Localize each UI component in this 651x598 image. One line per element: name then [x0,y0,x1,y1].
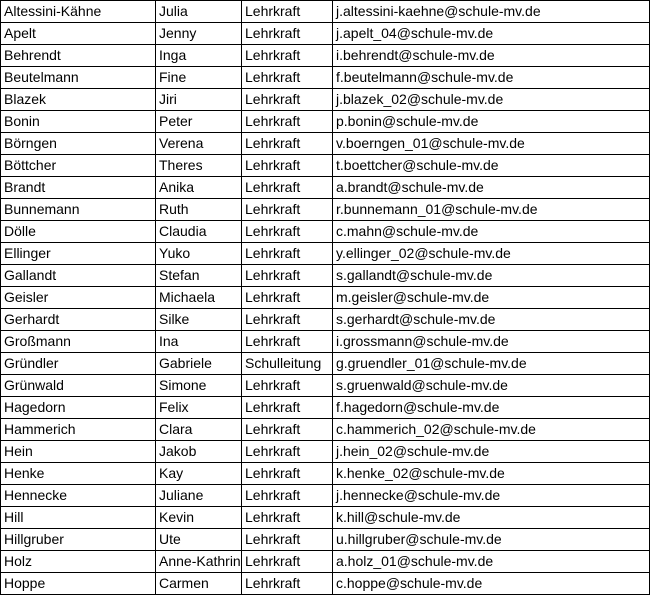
email-cell: f.hagedorn@schule-mv.de [333,397,650,419]
table-row [1,463,650,485]
role-cell: Lehrkraft [242,529,333,551]
last-name-cell: Apelt [1,23,156,45]
last-name-cell: Holz [1,551,156,573]
last-name-cell: Bonin [1,111,156,133]
email-cell: s.gerhardt@schule-mv.de [333,309,650,331]
last-name-cell: Brandt [1,177,156,199]
role-cell: Lehrkraft [242,243,333,265]
role-cell: Lehrkraft [242,111,333,133]
first-name-cell: Ina [156,331,242,353]
table-row [1,177,650,199]
email-cell: s.gallandt@schule-mv.de [333,265,650,287]
first-name-cell: Jakob [156,441,242,463]
email-cell: j.apelt_04@schule-mv.de [333,23,650,45]
last-name-cell: Altessini-Kähne [1,1,156,23]
table-row [1,397,650,419]
role-cell: Lehrkraft [242,89,333,111]
last-name-cell: Bunnemann [1,199,156,221]
table-row [1,419,650,441]
role-cell: Lehrkraft [242,199,333,221]
table-row [1,309,650,331]
first-name-cell: Gabriele [156,353,242,375]
first-name-cell: Felix [156,397,242,419]
first-name-cell: Clara [156,419,242,441]
last-name-cell: Dölle [1,221,156,243]
last-name-cell: Gründler [1,353,156,375]
first-name-cell: Anne-Kathrin [156,551,242,573]
role-cell: Lehrkraft [242,331,333,353]
first-name-cell: Ute [156,529,242,551]
table-row [1,221,650,243]
first-name-cell: Inga [156,45,242,67]
first-name-cell: Stefan [156,265,242,287]
email-cell: p.bonin@schule-mv.de [333,111,650,133]
first-name-cell: Theres [156,155,242,177]
first-name-cell: Yuko [156,243,242,265]
role-cell: Lehrkraft [242,507,333,529]
table-row [1,573,650,595]
role-cell: Lehrkraft [242,287,333,309]
table-row [1,551,650,573]
first-name-cell: Verena [156,133,242,155]
last-name-cell: Hagedorn [1,397,156,419]
email-cell: k.henke_02@schule-mv.de [333,463,650,485]
email-cell: j.altessini-kaehne@schule-mv.de [333,1,650,23]
email-cell: j.hennecke@schule-mv.de [333,485,650,507]
first-name-cell: Silke [156,309,242,331]
table-row [1,287,650,309]
last-name-cell: Grünwald [1,375,156,397]
role-cell: Lehrkraft [242,155,333,177]
first-name-cell: Peter [156,111,242,133]
email-cell: a.brandt@schule-mv.de [333,177,650,199]
first-name-cell: Michaela [156,287,242,309]
last-name-cell: Hoppe [1,573,156,595]
last-name-cell: Hennecke [1,485,156,507]
role-cell: Lehrkraft [242,133,333,155]
table-row [1,89,650,111]
email-cell: m.geisler@schule-mv.de [333,287,650,309]
first-name-cell: Jiri [156,89,242,111]
last-name-cell: Blazek [1,89,156,111]
role-cell: Schulleitung [242,353,333,375]
email-cell: s.gruenwald@schule-mv.de [333,375,650,397]
first-name-cell: Claudia [156,221,242,243]
first-name-cell: Juliane [156,485,242,507]
email-cell: g.gruendler_01@schule-mv.de [333,353,650,375]
table-row [1,375,650,397]
role-cell: Lehrkraft [242,23,333,45]
role-cell: Lehrkraft [242,177,333,199]
last-name-cell: Henke [1,463,156,485]
last-name-cell: Gallandt [1,265,156,287]
first-name-cell: Julia [156,1,242,23]
table-row [1,441,650,463]
email-cell: v.boerngen_01@schule-mv.de [333,133,650,155]
table-row [1,67,650,89]
email-cell: i.grossmann@schule-mv.de [333,331,650,353]
role-cell: Lehrkraft [242,551,333,573]
email-cell: a.holz_01@schule-mv.de [333,551,650,573]
role-cell: Lehrkraft [242,1,333,23]
table-row [1,155,650,177]
email-cell: y.ellinger_02@schule-mv.de [333,243,650,265]
first-name-cell: Carmen [156,573,242,595]
last-name-cell: Böttcher [1,155,156,177]
email-cell: t.boettcher@schule-mv.de [333,155,650,177]
last-name-cell: Börngen [1,133,156,155]
table-row [1,331,650,353]
email-cell: c.hammerich_02@schule-mv.de [333,419,650,441]
table-row [1,265,650,287]
email-cell: j.blazek_02@schule-mv.de [333,89,650,111]
role-cell: Lehrkraft [242,221,333,243]
role-cell: Lehrkraft [242,419,333,441]
role-cell: Lehrkraft [242,463,333,485]
email-cell: i.behrendt@schule-mv.de [333,45,650,67]
table-row [1,199,650,221]
last-name-cell: Hammerich [1,419,156,441]
role-cell: Lehrkraft [242,573,333,595]
last-name-cell: Beutelmann [1,67,156,89]
table-row [1,507,650,529]
last-name-cell: Ellinger [1,243,156,265]
email-cell: j.hein_02@schule-mv.de [333,441,650,463]
role-cell: Lehrkraft [242,441,333,463]
first-name-cell: Fine [156,67,242,89]
email-cell: c.hoppe@schule-mv.de [333,573,650,595]
role-cell: Lehrkraft [242,375,333,397]
first-name-cell: Ruth [156,199,242,221]
table-row [1,133,650,155]
role-cell: Lehrkraft [242,485,333,507]
email-cell: c.mahn@schule-mv.de [333,221,650,243]
table-row [1,485,650,507]
last-name-cell: Geisler [1,287,156,309]
table-row [1,45,650,67]
table-row [1,23,650,45]
role-cell: Lehrkraft [242,397,333,419]
last-name-cell: Großmann [1,331,156,353]
table-row [1,243,650,265]
role-cell: Lehrkraft [242,265,333,287]
last-name-cell: Hein [1,441,156,463]
first-name-cell: Simone [156,375,242,397]
email-cell: f.beutelmann@schule-mv.de [333,67,650,89]
last-name-cell: Behrendt [1,45,156,67]
last-name-cell: Hill [1,507,156,529]
role-cell: Lehrkraft [242,45,333,67]
last-name-cell: Gerhardt [1,309,156,331]
email-cell: r.bunnemann_01@schule-mv.de [333,199,650,221]
table-row [1,111,650,133]
table-row [1,1,650,23]
first-name-cell: Jenny [156,23,242,45]
first-name-cell: Anika [156,177,242,199]
role-cell: Lehrkraft [242,67,333,89]
email-cell: u.hillgruber@schule-mv.de [333,529,650,551]
staff-table-body [1,1,650,595]
first-name-cell: Kevin [156,507,242,529]
table-row [1,353,650,375]
role-cell: Lehrkraft [242,309,333,331]
email-cell: k.hill@schule-mv.de [333,507,650,529]
last-name-cell: Hillgruber [1,529,156,551]
first-name-cell: Kay [156,463,242,485]
table-row [1,529,650,551]
